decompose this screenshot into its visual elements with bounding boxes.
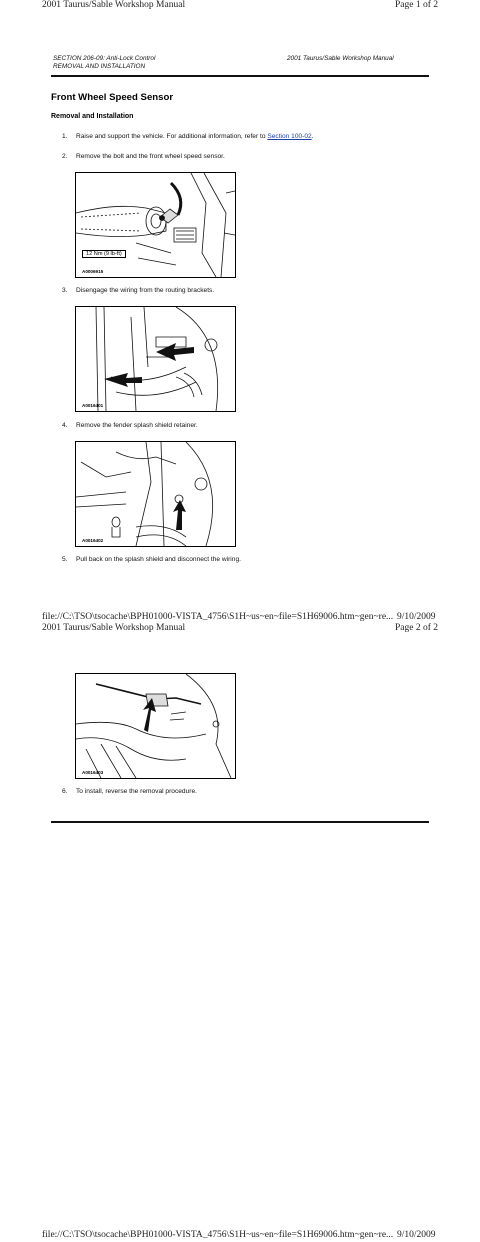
header-rule bbox=[51, 75, 429, 77]
figure-illustration bbox=[76, 307, 235, 411]
print-header-page: Page 1 of 2 bbox=[395, 0, 439, 10]
figure-splash-shield-wiring bbox=[75, 673, 236, 779]
print-header-page2: Page 2 of 2 bbox=[395, 623, 439, 633]
figure-code: A0006915 bbox=[82, 269, 104, 274]
print-footer-path-page2: file://C:\TSO\tsocache\BPH01000-VISTA_4756\S1H~us~en~file=S1H69006.htm~gen~re... bbox=[42, 1230, 394, 1240]
step-2 bbox=[62, 153, 225, 160]
step-4 bbox=[62, 422, 198, 429]
print-footer-path: file://C:\TSO\tsocache\BPH01000-VISTA_4756\S1H~us~en~file=S1H69006.htm~gen~re... bbox=[42, 612, 394, 622]
figure-code: A0016402 bbox=[82, 538, 104, 543]
step-text: Remove the fender splash shield retainer. bbox=[76, 422, 198, 429]
figure-wheel-speed-sensor bbox=[75, 172, 236, 278]
step-text: To install, reverse the removal procedure. bbox=[76, 788, 197, 795]
step-1: 1. Raise and support the vehicle. For additional information, refer to Section 100-02. bbox=[62, 133, 314, 140]
end-rule bbox=[51, 821, 429, 823]
step-5 bbox=[62, 556, 241, 563]
step-number: 5. bbox=[62, 556, 68, 563]
print-header-left-page2: 2001 Taurus/Sable Workshop Manual bbox=[42, 623, 186, 633]
step-text: Pull back on the splash shield and disconnect the wiring. bbox=[76, 556, 241, 563]
figure-routing-brackets bbox=[75, 306, 236, 412]
section-manual-name: 2001 Taurus/Sable Workshop Manual bbox=[287, 55, 394, 62]
step-number: 1. bbox=[62, 133, 68, 140]
section-subtitle: REMOVAL AND INSTALLATION bbox=[53, 63, 146, 70]
section-title: SECTION 206-09: Anti-Lock Control bbox=[53, 55, 156, 62]
page-title: Front Wheel Speed Sensor bbox=[51, 92, 174, 103]
figure-illustration bbox=[76, 674, 235, 778]
step-number: 4. bbox=[62, 422, 68, 429]
step-text: Raise and support the vehicle. For additional information, refer to bbox=[76, 133, 268, 140]
step-number: 3. bbox=[62, 287, 68, 294]
figure-splash-shield-retainer bbox=[75, 441, 236, 547]
figure-code: A0016403 bbox=[82, 770, 104, 775]
step-number: 2. bbox=[62, 153, 68, 160]
figure-code: A0016401 bbox=[82, 403, 104, 408]
step-text: Disengage the wiring from the routing brackets. bbox=[76, 287, 215, 294]
subheading: Removal and Installation bbox=[51, 113, 134, 120]
step-3 bbox=[62, 287, 214, 294]
print-footer-date: 9/10/2009 bbox=[397, 612, 436, 622]
step-6 bbox=[62, 788, 197, 795]
step-text: Remove the bolt and the front wheel speed sensor. bbox=[76, 153, 225, 160]
torque-callout: 12 Nm (9 lb-ft) bbox=[82, 250, 126, 258]
step-number: 6. bbox=[62, 788, 68, 795]
print-header-left: 2001 Taurus/Sable Workshop Manual bbox=[42, 0, 186, 10]
section-link[interactable]: Section 100-02 bbox=[267, 133, 312, 140]
print-footer-date-page2: 9/10/2009 bbox=[397, 1230, 436, 1240]
figure-illustration bbox=[76, 173, 235, 277]
figure-illustration bbox=[76, 442, 235, 546]
